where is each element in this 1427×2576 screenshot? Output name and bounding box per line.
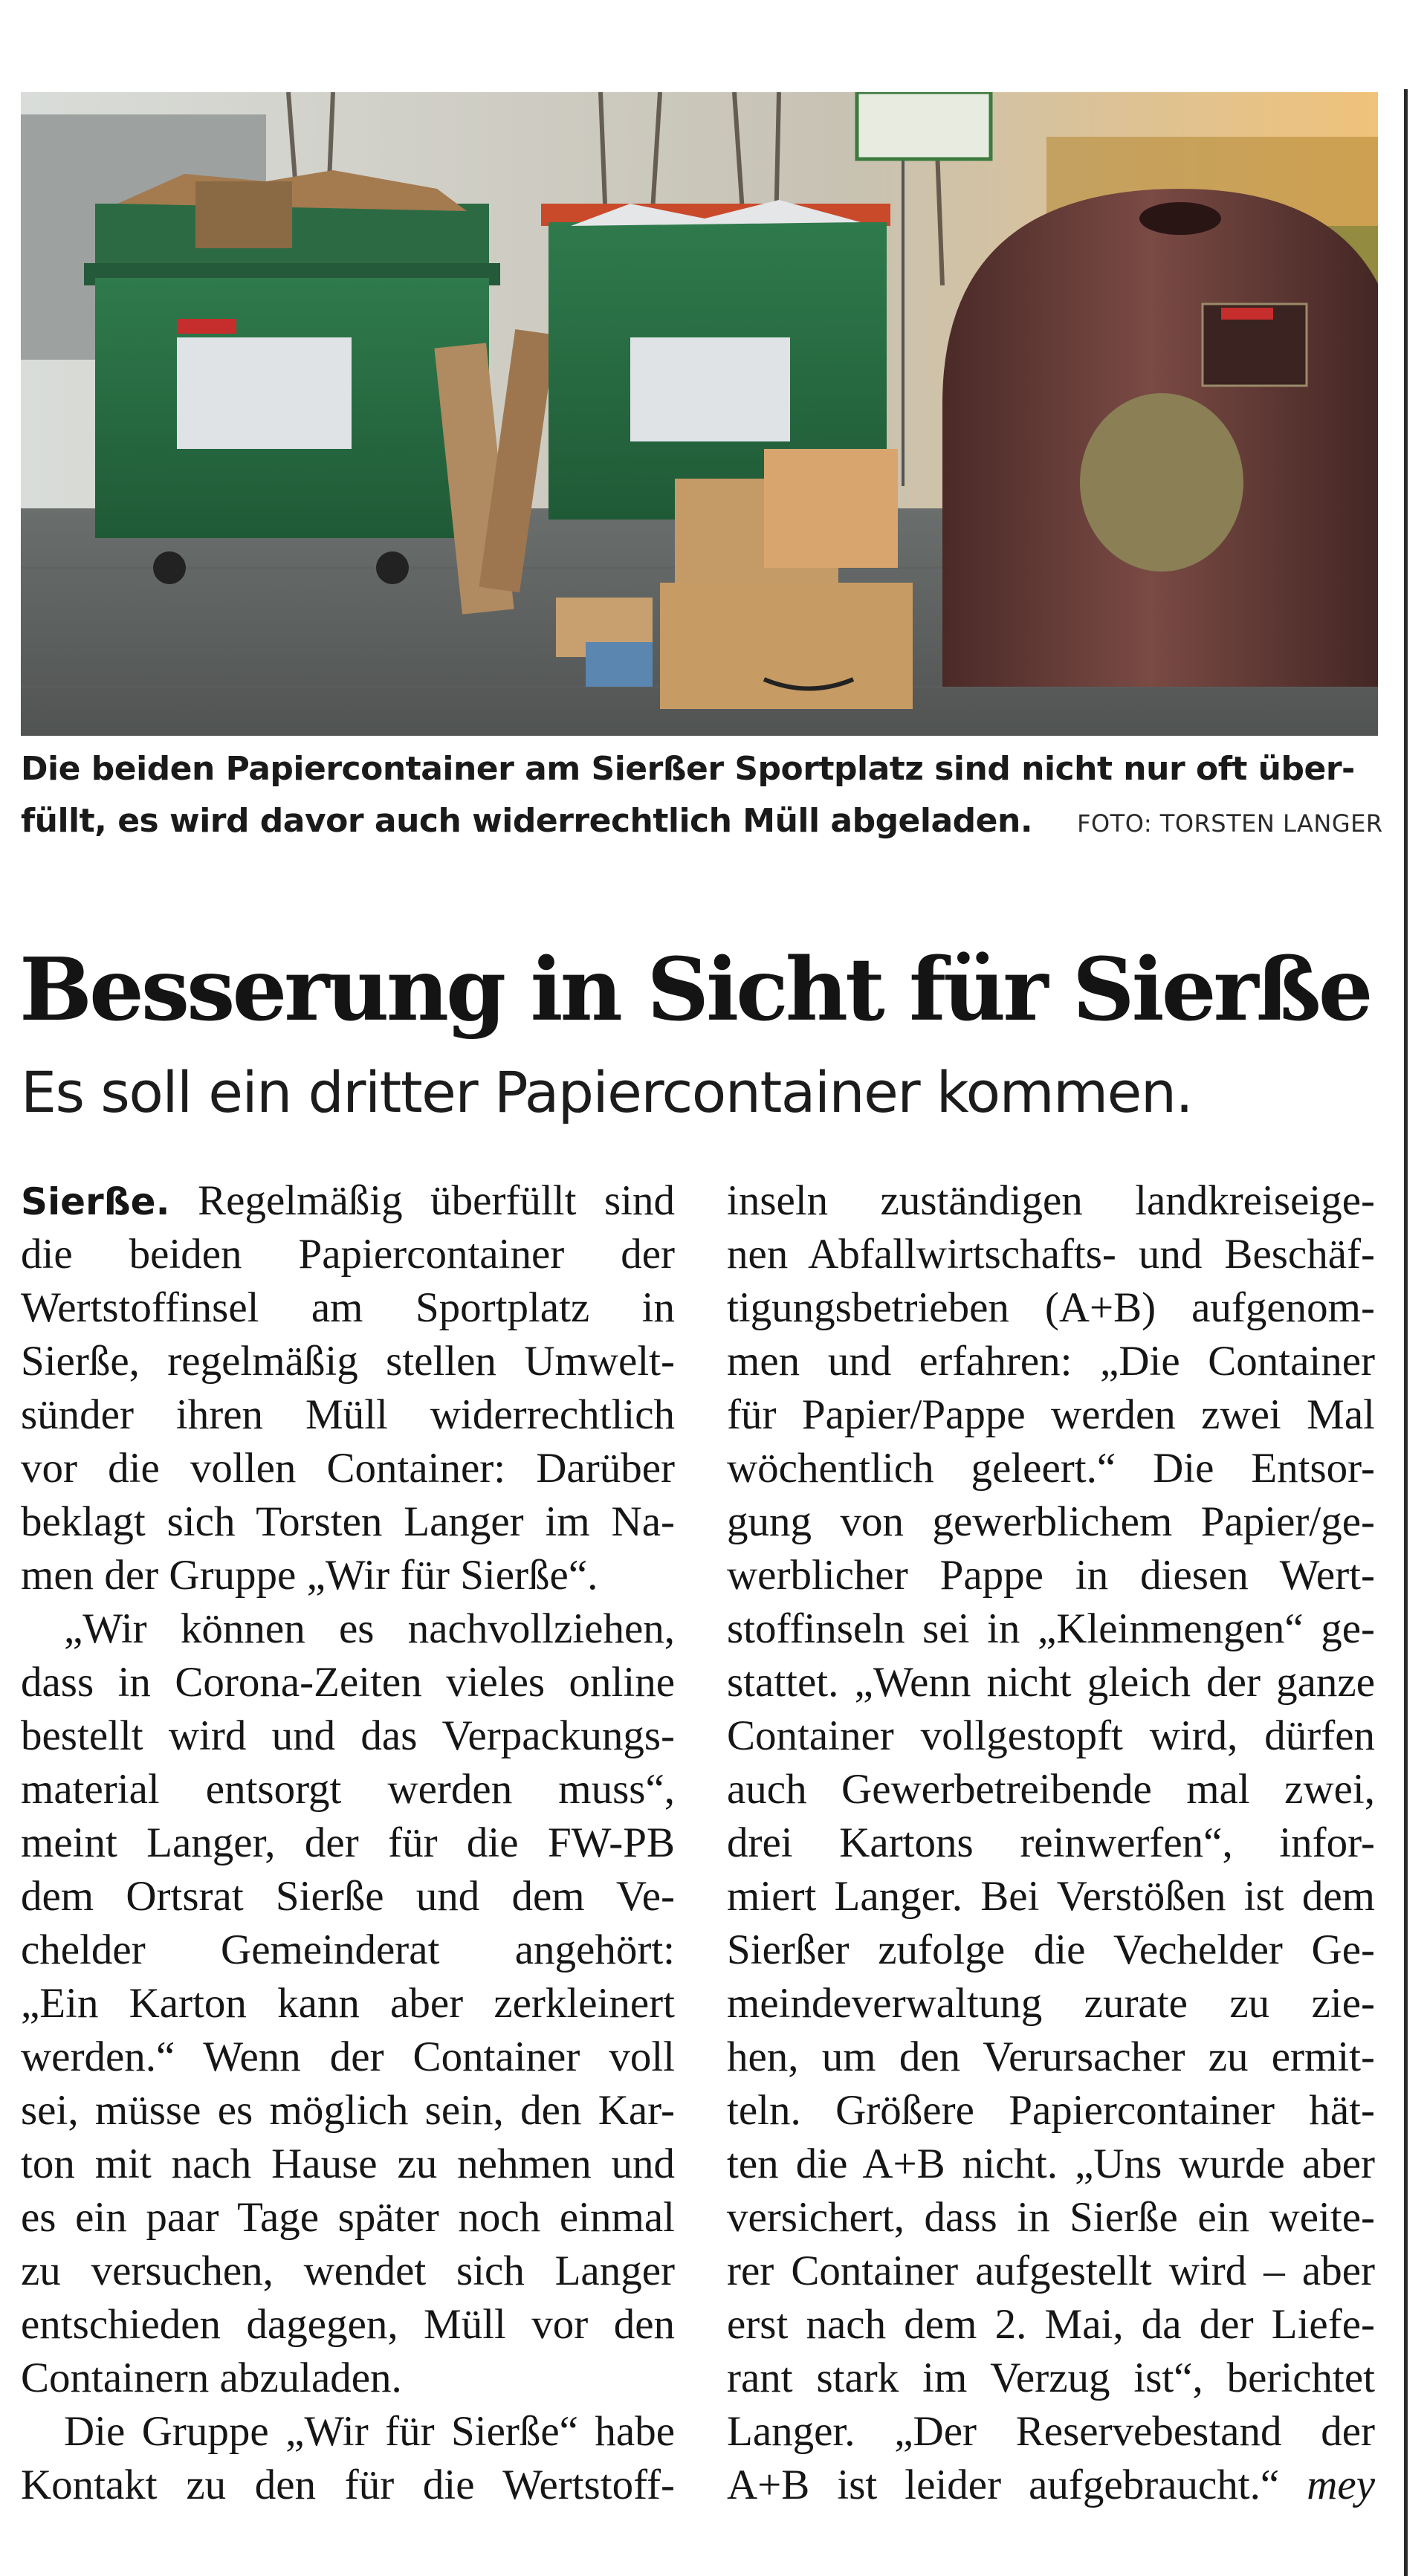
- author-initials: mey: [1307, 2462, 1375, 2508]
- article-photo: [21, 92, 1378, 736]
- body-line: meindeverwaltung zurate zu zie-: [727, 1980, 1375, 2027]
- body-line: Langer. „Der Reservebestand der: [727, 2408, 1375, 2455]
- body-line: versichert, dass in Sierße ein weite-: [727, 2194, 1375, 2241]
- body-line: men und erfahren: „Die Container: [727, 1338, 1375, 1385]
- body-line: [21, 1174, 675, 1228]
- body-line: es ein paar Tage später noch einmal: [21, 2194, 675, 2241]
- body-line: rant stark im Verzug ist“, berichtet: [727, 2355, 1375, 2401]
- body-line: men der Gruppe „Wir für Sierße“.: [21, 1552, 598, 1599]
- body-line: bestellt wird und das Verpackungs-: [21, 1712, 675, 1759]
- article-subheadline: Es soll ein dritter Papiercontainer kommen.: [21, 1059, 1193, 1125]
- body-line-last: [727, 2459, 1375, 2512]
- body-line-text: A+B ist leider aufgebraucht.“: [727, 2462, 1280, 2508]
- column-rule: [1404, 89, 1408, 2576]
- body-line: chelder Gemeinderat angehört:: [21, 1926, 675, 1973]
- body-line: „Ein Karton kann aber zerkleinert: [21, 1980, 675, 2027]
- body-line: werblicher Pappe in diesen Wert-: [727, 1552, 1375, 1599]
- body-line: zu versuchen, wendet sich Langer: [21, 2247, 675, 2294]
- photo-caption: [21, 743, 1381, 850]
- body-line: stattet. „Wenn nicht gleich der ganze: [727, 1659, 1375, 1706]
- body-line: wöchentlich geleert.“ Die Entsor-: [727, 1445, 1375, 1492]
- body-line: Containern abzuladen.: [21, 2355, 402, 2401]
- body-line: tigungsbetrieben (A+B) aufgenom-: [727, 1284, 1375, 1331]
- caption-line-2: [21, 795, 1381, 850]
- body-line: ton mit nach Hause zu nehmen und: [21, 2140, 675, 2187]
- body-line-text: Regelmäßig überfüllt sind: [198, 1177, 675, 1224]
- body-line: nen Abfallwirtschafts- und Beschäf-: [727, 1231, 1375, 1278]
- photo-paper-containers: [21, 92, 1378, 736]
- body-line: ten die A+B nicht. „Uns wurde aber: [727, 2140, 1375, 2187]
- body-line: miert Langer. Bei Verstößen ist dem: [727, 1873, 1375, 1920]
- photo-credit: FOTO: TORSTEN LANGER: [1077, 809, 1383, 838]
- body-line: hen, um den Verursacher zu ermit-: [727, 2033, 1375, 2080]
- photo-sign: [857, 92, 991, 159]
- body-line: dass in Corona-Zeiten vieles online: [21, 1659, 675, 1706]
- body-line: meint Langer, der für die FW-PB: [21, 1819, 675, 1866]
- body-line: Kontakt zu den für die Wertstoff-: [21, 2462, 675, 2508]
- caption-line-1: Die beiden Papiercontainer am Sierßer Sportplatz sind nicht nur oft über-: [21, 750, 1355, 788]
- body-line: gung von gewerblichem Papier/ge-: [727, 1498, 1375, 1545]
- body-line: Container vollgestopft wird, dürfen: [727, 1712, 1375, 1759]
- body-line: material entsorgt werden muss“,: [21, 1766, 675, 1813]
- article-headline: Besserung in Sicht für Sierße: [19, 939, 1371, 1041]
- photo-sign-pole: [902, 114, 905, 486]
- body-line: inseln zuständigen landkreiseige-: [727, 1177, 1375, 1224]
- body-line: sei, müsse es möglich sein, den Kar-: [21, 2087, 675, 2134]
- caption-line-2-text: füllt, es wird davor auch widerrechtlich Müll abgeladen.: [21, 802, 1033, 840]
- dateline: Sierße.: [21, 1180, 170, 1223]
- body-line: sünder ihren Müll widerrechtlich: [21, 1391, 675, 1438]
- body-line: drei Kartons reinwerfen“, infor-: [727, 1819, 1375, 1866]
- body-line: auch Gewerbetreibende mal zwei,: [727, 1766, 1375, 1813]
- body-line: teln. Größere Papiercontainer hät-: [727, 2087, 1375, 2134]
- body-line: erst nach dem 2. Mai, da der Liefe-: [727, 2301, 1375, 2348]
- body-line: Die Gruppe „Wir für Sierße“ habe: [64, 2408, 675, 2455]
- body-line: entschieden dagegen, Müll vor den: [21, 2301, 675, 2348]
- article-column-right: [727, 1174, 1375, 2512]
- body-line: rer Container aufgestellt wird – aber: [727, 2247, 1375, 2294]
- body-line: stoffinseln sei in „Kleinmengen“ ge-: [727, 1605, 1375, 1652]
- body-line: die beiden Papiercontainer der: [21, 1231, 675, 1278]
- body-line: Sierße, regelmäßig stellen Umwelt-: [21, 1338, 675, 1385]
- body-line: Wertstoffinsel am Sportplatz in: [21, 1284, 675, 1331]
- body-line: für Papier/Pappe werden zwei Mal: [727, 1391, 1375, 1438]
- body-line: werden.“ Wenn der Container voll: [21, 2033, 675, 2080]
- photo-glass-dome-container: [942, 189, 1378, 687]
- article-column-left: [21, 1174, 675, 2512]
- body-line: „Wir können es nachvollziehen,: [64, 1605, 675, 1652]
- body-line: Sierßer zufolge die Vechelder Ge-: [727, 1926, 1375, 1973]
- body-line: vor die vollen Container: Darüber: [21, 1445, 675, 1492]
- body-line: dem Ortsrat Sierße und dem Ve-: [21, 1873, 675, 1920]
- body-line: beklagt sich Torsten Langer im Na-: [21, 1498, 675, 1545]
